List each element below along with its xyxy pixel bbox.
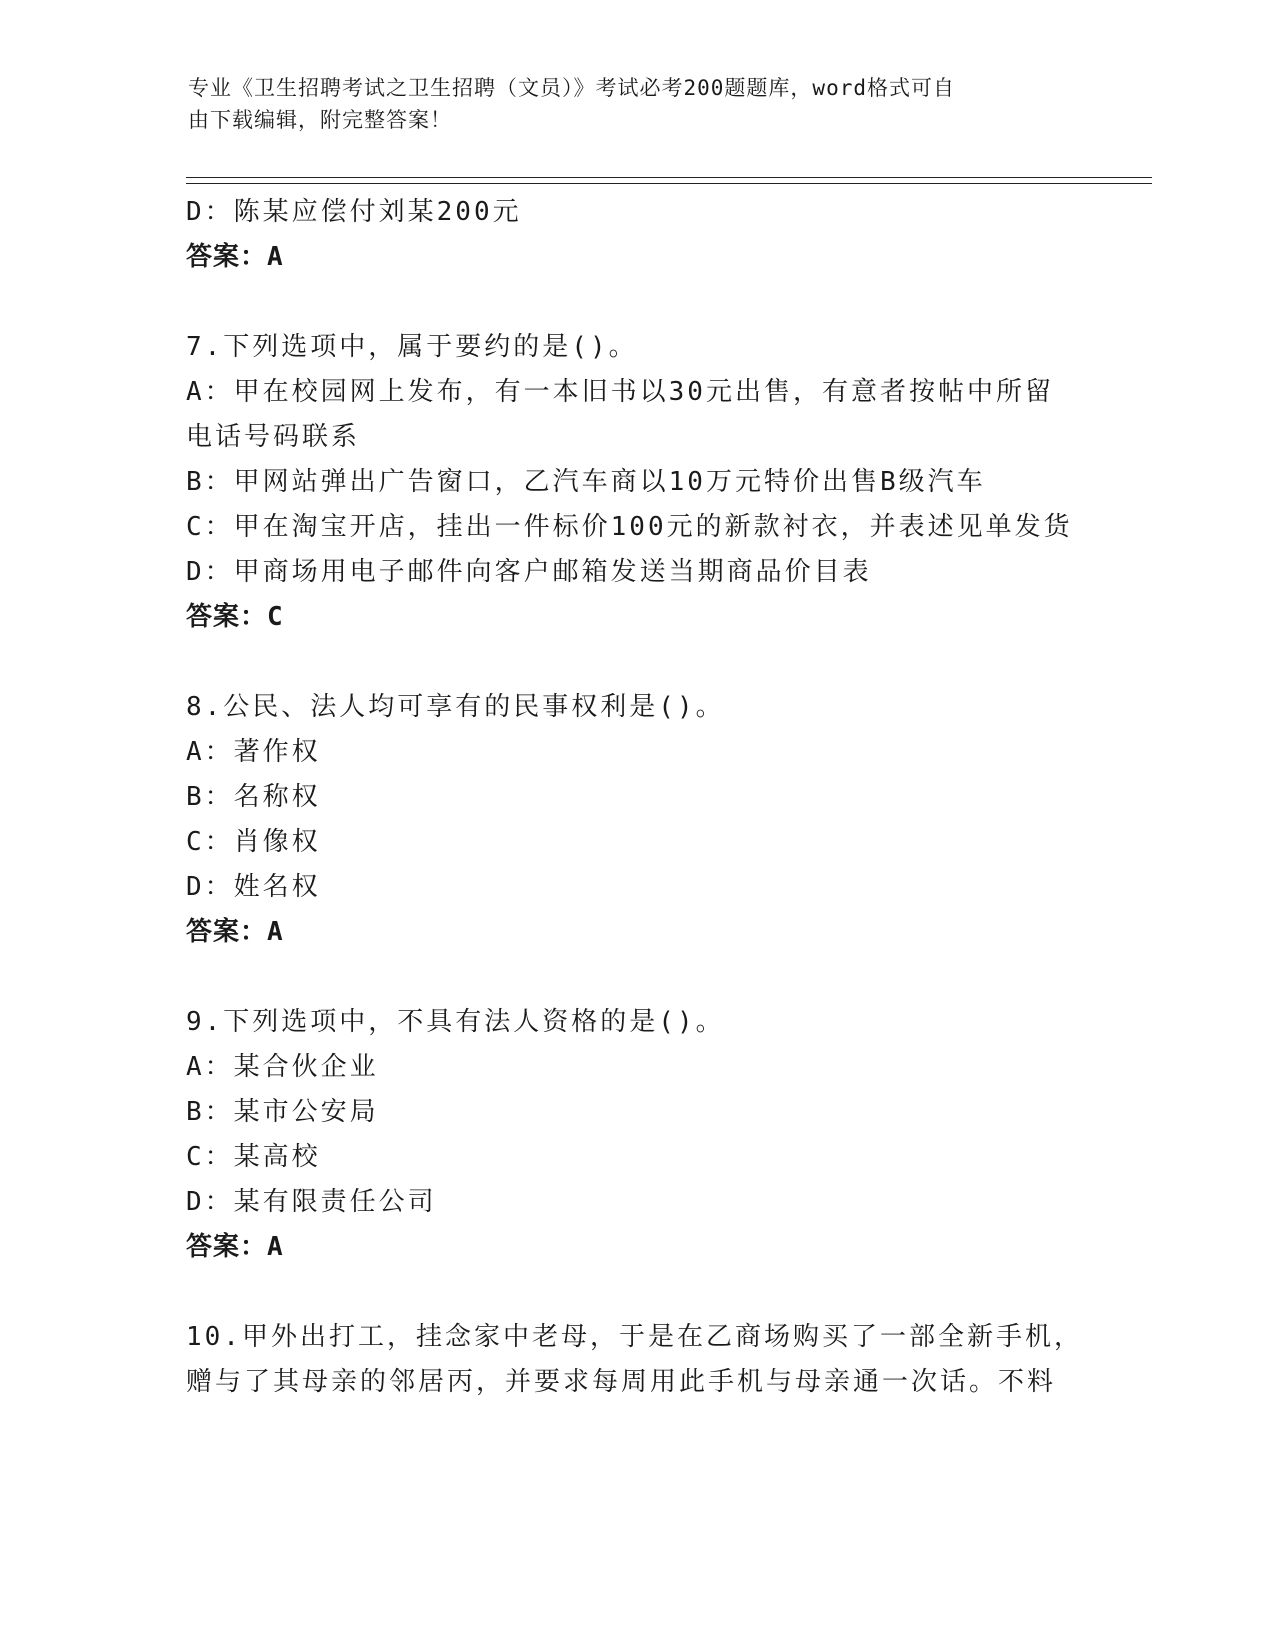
prev-option-d: D：陈某应偿付刘某200元 xyxy=(186,197,522,227)
q7-option-d: D：甲商场用电子邮件向客户邮箱发送当期商品价目表 xyxy=(186,557,872,587)
q8-answer: 答案：A xyxy=(186,917,284,947)
spacer xyxy=(186,640,1086,685)
q9-stem: 9.下列选项中，不具有法人资格的是()。 xyxy=(186,1007,725,1037)
header-line-2: 由下载编辑，附完整答案！ xyxy=(188,108,452,132)
q9-answer: 答案：A xyxy=(186,1232,284,1262)
q7-option-b: B：甲网站弹出广告窗口，乙汽车商以10万元特价出售B级汽车 xyxy=(186,467,986,497)
q10-stem-line-2: 赠与了其母亲的邻居丙，并要求每周用此手机与母亲通一次话。不料 xyxy=(186,1367,1057,1397)
q8-option-d: D：姓名权 xyxy=(186,872,321,902)
spacer xyxy=(186,955,1086,1000)
q10-stem-line-1: 10.甲外出打工，挂念家中老母，于是在乙商场购买了一部全新手机， xyxy=(186,1322,1083,1352)
document-body xyxy=(186,190,1086,1405)
q9-option-d: D：某有限责任公司 xyxy=(186,1187,437,1217)
header-line-1: 专业《卫生招聘考试之卫生招聘（文员）》考试必考200题题库，word格式可自 xyxy=(188,76,955,100)
q9-option-c: C：某高校 xyxy=(186,1142,321,1172)
q9-option-a: A：某合伙企业 xyxy=(186,1052,379,1082)
prev-answer: 答案：A xyxy=(186,242,284,272)
q8-option-a: A：著作权 xyxy=(186,737,321,767)
q9-option-b: B：某市公安局 xyxy=(186,1097,379,1127)
q7-option-c: C：甲在淘宝开店，挂出一件标价100元的新款衬衣，并表述见单发货 xyxy=(186,512,1073,542)
q7-option-a: A：甲在校园网上发布，有一本旧书以30元出售，有意者按帖中所留 xyxy=(186,377,1054,407)
q8-option-b: B：名称权 xyxy=(186,782,321,812)
header-rule-top xyxy=(186,177,1152,178)
spacer xyxy=(186,280,1086,325)
q7-stem: 7.下列选项中，属于要约的是()。 xyxy=(186,332,638,362)
q8-option-c: C：肖像权 xyxy=(186,827,321,857)
q8-stem: 8.公民、法人均可享有的民事权利是()。 xyxy=(186,692,725,722)
header-rule-bottom xyxy=(186,183,1152,184)
q7-answer: 答案：C xyxy=(186,602,284,632)
document-header xyxy=(188,72,1068,136)
q7-option-a-cont: 电话号码联系 xyxy=(186,422,361,452)
spacer xyxy=(186,1270,1086,1315)
